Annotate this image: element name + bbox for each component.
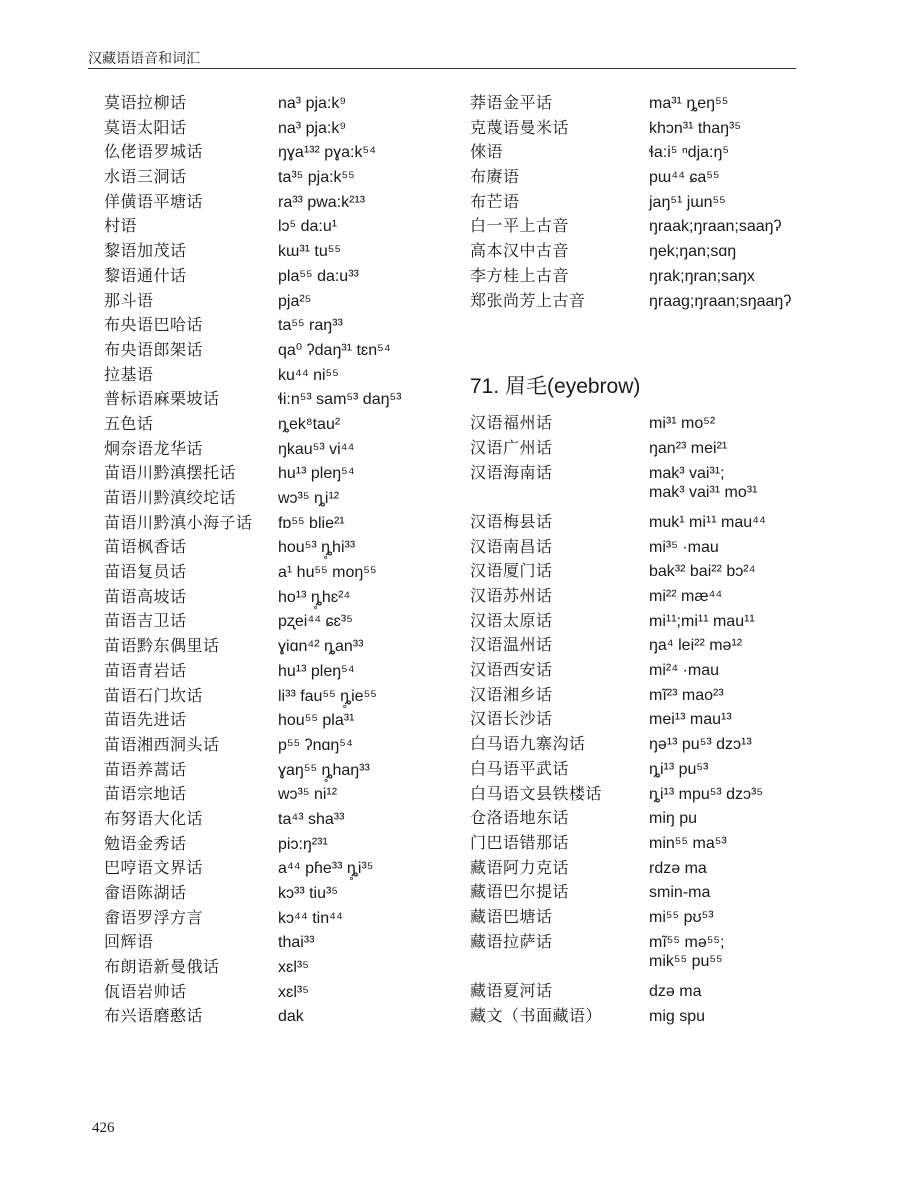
phonetic-form: mak³ vai³¹; xyxy=(649,464,725,482)
entry-row xyxy=(470,288,810,313)
entry-row xyxy=(470,460,810,485)
phonetic-form: ŋə¹³ pu⁵³ dzɔ¹³ xyxy=(649,736,752,754)
section-entry-list xyxy=(470,410,810,1027)
phonetic-form: miŋ pu xyxy=(649,810,698,828)
phonetic-form: ho¹³ ȵ̥hɛ²⁴ xyxy=(278,588,351,606)
phonetic-form: mi³¹ mo⁵² xyxy=(649,415,716,433)
entry-row xyxy=(88,510,448,535)
entry-row xyxy=(88,288,448,313)
phonetic-form: qa⁰ ʔdaŋ³¹ tɛn⁵⁴ xyxy=(278,341,391,359)
entry-row xyxy=(88,485,448,510)
language-name: 布朗语新曼俄话 xyxy=(104,957,220,977)
language-name: 克蔑语曼米话 xyxy=(470,117,570,137)
entry-row xyxy=(88,312,448,337)
entry-row xyxy=(470,657,810,682)
language-name: 苗语吉卫话 xyxy=(104,611,187,631)
phonetic-form: hu¹³ pleŋ⁵⁴ xyxy=(278,465,355,483)
language-name: 苗语湘西洞头话 xyxy=(104,734,220,754)
entry-row xyxy=(88,164,448,189)
phonetic-form: ku⁴⁴ ni⁵⁵ xyxy=(278,366,339,384)
language-name: 汉语湘乡话 xyxy=(470,684,553,704)
phonetic-form: ma³¹ ȵeŋ⁵⁵ xyxy=(649,95,729,112)
entry-row xyxy=(470,830,810,855)
language-name: 藏语拉萨话 xyxy=(470,931,553,951)
entry-row xyxy=(88,115,448,140)
entry-row xyxy=(88,90,448,115)
left-column xyxy=(88,90,448,1028)
language-name: 汉语南昌话 xyxy=(470,536,553,556)
language-name: 拉基语 xyxy=(104,364,154,384)
entry-row xyxy=(470,484,810,509)
language-name: 仓洛语地东话 xyxy=(470,808,570,828)
language-name: 藏文（书面藏语） xyxy=(470,1005,603,1025)
entry-row xyxy=(470,682,810,707)
phonetic-form: mak³ vai³¹ mo³¹ xyxy=(649,484,758,502)
phonetic-form: fɒ⁵⁵ blie²¹ xyxy=(278,514,345,532)
phonetic-form: hou⁵⁵ pla³¹ xyxy=(278,712,355,730)
entry-row xyxy=(470,213,810,238)
entry-row xyxy=(88,831,448,856)
language-name: 布赓语 xyxy=(470,167,520,187)
entry-row xyxy=(470,929,810,954)
phonetic-form: muk¹ mi¹¹ mau⁴⁴ xyxy=(649,513,766,531)
entry-row xyxy=(88,337,448,362)
phonetic-form: ŋraak;ŋraan;saaŋʔ xyxy=(649,218,782,236)
language-name: 白马语文县铁楼话 xyxy=(470,783,603,803)
phonetic-form: ɣaŋ⁵⁵ ȵ̥haŋ³³ xyxy=(278,761,370,779)
entry-row xyxy=(470,189,810,214)
entry-row xyxy=(470,855,810,880)
entry-row xyxy=(470,608,810,633)
language-name: 苗语宗地话 xyxy=(104,784,187,804)
right-column xyxy=(470,90,810,1027)
phonetic-form: ta³⁵ pja:k⁵⁵ xyxy=(278,169,355,187)
language-name: 藏语阿力克话 xyxy=(470,857,570,877)
language-name: 布努语大化话 xyxy=(104,808,204,828)
right-top-list xyxy=(470,90,810,312)
entry-row xyxy=(88,263,448,288)
language-name: 苗语高坡话 xyxy=(104,586,187,606)
entry-row xyxy=(470,164,810,189)
phonetic-form: thai³³ xyxy=(278,934,315,952)
entry-row xyxy=(470,805,810,830)
entry-row xyxy=(470,509,810,534)
entry-row xyxy=(470,90,810,115)
entry-row xyxy=(88,633,448,658)
language-name: 倈语 xyxy=(470,142,504,162)
entry-row xyxy=(470,558,810,583)
phonetic-form: ȵek⁸tau² xyxy=(278,415,341,433)
phonetic-form: a⁴⁴ pɦe³³ ȵ̥i³⁵ xyxy=(278,860,374,878)
entry-row xyxy=(470,1003,810,1028)
phonetic-form: kɯ³¹ tu⁵⁵ xyxy=(278,243,342,261)
language-name: 汉语长沙话 xyxy=(470,709,553,729)
language-name: 白马语平武话 xyxy=(470,758,570,778)
language-name: 那斗语 xyxy=(104,290,154,310)
entry-row xyxy=(88,436,448,461)
language-name: 布央语巴哈话 xyxy=(104,315,204,335)
entry-row xyxy=(88,460,448,485)
entry-row xyxy=(470,632,810,657)
language-name: 汉语西安话 xyxy=(470,660,553,680)
phonetic-form: ɬi:n⁵³ sam⁵³ daŋ⁵³ xyxy=(278,391,402,409)
entry-row xyxy=(470,263,810,288)
entry-row xyxy=(88,608,448,633)
language-name: 莽语金平话 xyxy=(470,93,553,112)
entry-row xyxy=(88,559,448,584)
entry-row xyxy=(88,781,448,806)
phonetic-form: a¹ hu⁵⁵ moŋ⁵⁵ xyxy=(278,564,377,582)
entry-row xyxy=(88,880,448,905)
phonetic-form: wɔ³⁵ ni¹² xyxy=(278,786,338,804)
phonetic-form: lɔ⁵ da:u¹ xyxy=(278,218,338,236)
section-title: 71. 眉毛(eyebrow) xyxy=(470,375,641,399)
language-name: 佯僙语平塘话 xyxy=(104,191,204,211)
phonetic-form: li³³ fau⁵⁵ ȵ̥ie⁵⁵ xyxy=(278,687,377,705)
language-name: 郑张尚芳上古音 xyxy=(470,290,586,310)
phonetic-form: mi²² mæ⁴⁴ xyxy=(649,588,723,605)
language-name: 汉语太原话 xyxy=(470,610,553,630)
phonetic-form: bak³² bai²² bɔ²⁴ xyxy=(649,563,756,581)
entry-row xyxy=(88,238,448,263)
phonetic-form: hu¹³ pleŋ⁵⁴ xyxy=(278,662,355,680)
phonetic-form: mĩ²³ mao²³ xyxy=(649,686,724,704)
phonetic-form: ra³³ pwa:k²¹³ xyxy=(278,193,366,211)
entry-row xyxy=(88,732,448,757)
phonetic-form: ȵi¹³ mpu⁵³ dzɔ³⁵ xyxy=(649,785,763,803)
language-name: 藏语夏河话 xyxy=(470,981,553,1000)
language-name: 汉语海南话 xyxy=(470,462,553,482)
section-spacer xyxy=(470,312,810,368)
phonetic-form: wɔ³⁵ ȵi¹² xyxy=(278,490,340,507)
entry-row xyxy=(88,683,448,708)
language-name: 汉语温州话 xyxy=(470,635,553,655)
entry-row xyxy=(88,905,448,930)
language-name: 苗语川黔滇绞坨话 xyxy=(104,488,237,507)
entry-row xyxy=(88,806,448,831)
language-name: 莫语太阳话 xyxy=(104,117,187,137)
entry-row xyxy=(88,213,448,238)
entry-row xyxy=(88,1003,448,1028)
language-name: 巴哼语文界话 xyxy=(104,858,204,878)
entry-row xyxy=(88,362,448,387)
language-name: 汉语福州话 xyxy=(470,413,553,433)
entry-row xyxy=(88,386,448,411)
phonetic-form: hou⁵³ ȵ̥hi³³ xyxy=(278,539,356,557)
phonetic-form: pɯ⁴⁴ ɕa⁵⁵ xyxy=(649,169,720,187)
phonetic-form: ta⁴³ sha³³ xyxy=(278,810,345,828)
language-name: 苗语青岩话 xyxy=(104,660,187,680)
entry-row xyxy=(88,757,448,782)
phonetic-form: ŋan²³ mei²¹ xyxy=(649,439,728,457)
entry-row xyxy=(470,435,810,460)
phonetic-form: pʐei⁴⁴ ɕɛ³⁵ xyxy=(278,613,353,631)
entry-row xyxy=(470,781,810,806)
language-name: 水语三洞话 xyxy=(104,167,187,187)
phonetic-form: ta⁵⁵ raŋ³³ xyxy=(278,317,343,335)
phonetic-form: ŋraag;ŋraan;sŋaaŋʔ xyxy=(649,292,792,310)
language-name: 苗语枫香话 xyxy=(104,537,187,557)
phonetic-form: kɔ⁴⁴ tin⁴⁴ xyxy=(278,909,343,927)
language-name: 苗语黔东偶里话 xyxy=(104,636,220,656)
language-name: 布芒语 xyxy=(470,191,520,211)
language-name: 普标语麻栗坡话 xyxy=(104,389,220,409)
phonetic-form: ŋa⁴ lei²² mə¹² xyxy=(649,637,743,655)
entry-row xyxy=(470,978,810,1003)
language-name: 汉语苏州话 xyxy=(470,586,553,605)
entry-row xyxy=(470,534,810,559)
entry-row xyxy=(470,904,810,929)
page-number: 426 xyxy=(92,1120,115,1136)
language-name: 苗语川黔滇小海子话 xyxy=(104,512,253,532)
phonetic-form: mi¹¹;mi¹¹ mau¹¹ xyxy=(649,612,755,630)
language-name: 仫佬语罗城话 xyxy=(104,142,204,162)
running-title: 汉藏语语音和词汇 xyxy=(88,51,200,67)
entry-row xyxy=(88,954,448,979)
language-name: 苗语石门坎话 xyxy=(104,685,204,705)
phonetic-form: jaŋ⁵¹ jɯn⁵⁵ xyxy=(649,193,726,211)
language-name: 畲语陈湖话 xyxy=(104,883,187,902)
language-name: 苗语复员话 xyxy=(104,562,187,582)
language-name: 藏语巴尔提话 xyxy=(470,882,570,902)
entry-row xyxy=(88,534,448,559)
language-name: 汉语梅县话 xyxy=(470,511,553,531)
language-name: 高本汉中古音 xyxy=(470,241,570,261)
entry-row xyxy=(88,707,448,732)
language-name: 门巴语错那话 xyxy=(470,832,570,852)
phonetic-form: khɔn³¹ thaŋ³⁵ xyxy=(649,119,741,137)
phonetic-form: ŋrak;ŋran;saŋx xyxy=(649,267,755,285)
entry-row xyxy=(470,756,810,781)
language-name: 村语 xyxy=(104,216,138,236)
phonetic-form: kɔ³³ tiu³⁵ xyxy=(278,885,338,902)
phonetic-form: na³ pja:k⁹ xyxy=(278,119,347,137)
phonetic-form: mi³⁵ ·mau xyxy=(649,538,719,556)
entry-row xyxy=(88,411,448,436)
phonetic-form: na³ pja:k⁹ xyxy=(278,95,347,112)
language-name: 黎语加茂话 xyxy=(104,241,187,261)
phonetic-form: dak xyxy=(278,1008,304,1026)
language-name: 佤语岩帅话 xyxy=(104,981,187,1001)
language-name: 黎语通什话 xyxy=(104,265,187,285)
language-name: 白一平上古音 xyxy=(470,216,570,236)
entry-row xyxy=(88,139,448,164)
header-rule xyxy=(88,68,796,69)
entry-row xyxy=(470,139,810,164)
entry-row xyxy=(88,658,448,683)
phonetic-form: mi²⁴ ·mau xyxy=(649,662,719,680)
entry-row xyxy=(470,410,810,435)
phonetic-form: ȵi¹³ pu⁵³ xyxy=(649,760,709,778)
phonetic-form: xɛl³⁵ xyxy=(278,983,309,1001)
phonetic-form: dzə ma xyxy=(649,983,702,1000)
phonetic-form: p⁵⁵ ʔnɑŋ⁵⁴ xyxy=(278,736,353,754)
phonetic-form: mĩ⁵⁵ mə⁵⁵; xyxy=(649,933,725,951)
phonetic-form: pla⁵⁵ da:u³³ xyxy=(278,267,359,285)
entry-row xyxy=(470,953,810,978)
language-name: 苗语养蒿话 xyxy=(104,759,187,779)
language-name: 回辉语 xyxy=(104,932,154,952)
language-name: 藏语巴塘话 xyxy=(470,906,553,926)
language-name: 布央语郎架话 xyxy=(104,339,204,359)
entry-row xyxy=(88,979,448,1004)
language-name: 苗语先进话 xyxy=(104,710,187,730)
entry-row xyxy=(470,706,810,731)
phonetic-form: pja²⁵ xyxy=(278,292,312,310)
phonetic-form: mig spu xyxy=(649,1007,706,1025)
language-name: 畲语罗浮方言 xyxy=(104,907,204,927)
entry-row xyxy=(88,929,448,954)
phonetic-form: ŋek;ŋan;sɑŋ xyxy=(649,243,737,261)
language-name: 布兴语磨憨话 xyxy=(104,1006,204,1026)
entry-row xyxy=(470,583,810,608)
language-name: 苗语川黔滇摆托话 xyxy=(104,463,237,483)
phonetic-form: mei¹³ mau¹³ xyxy=(649,711,732,729)
phonetic-form: ŋɣa¹³² pɣa:k⁵⁴ xyxy=(278,144,377,162)
phonetic-form: xɛl³⁵ xyxy=(278,959,309,977)
phonetic-form: min⁵⁵ ma⁵³ xyxy=(649,834,727,852)
language-name: 勉语金秀话 xyxy=(104,833,187,853)
language-name: 李方桂上古音 xyxy=(470,265,570,285)
language-name: 汉语厦门话 xyxy=(470,561,553,581)
language-name: 白马语九寨沟话 xyxy=(470,734,586,754)
entry-row xyxy=(88,189,448,214)
phonetic-form: mi⁵⁵ pʊ⁵³ xyxy=(649,908,714,926)
entry-row xyxy=(470,115,810,140)
phonetic-form: ɬa:i⁵ ⁿdja:ŋ⁵ xyxy=(649,144,729,162)
language-name: 莫语拉柳话 xyxy=(104,93,187,112)
entry-row xyxy=(88,855,448,880)
language-name: 汉语广州话 xyxy=(470,437,553,457)
phonetic-form: smin-ma xyxy=(649,884,711,902)
phonetic-form: piɔ:ŋ²³¹ xyxy=(278,835,328,853)
entry-row xyxy=(88,584,448,609)
language-name: 五色话 xyxy=(104,413,154,433)
phonetic-form: mik⁵⁵ pu⁵⁵ xyxy=(649,953,723,971)
entry-row xyxy=(470,731,810,756)
phonetic-form: ɣiɑn⁴² ȵan³³ xyxy=(278,638,364,656)
phonetic-form: ŋkau⁵³ vi⁴⁴ xyxy=(278,440,355,458)
phonetic-form: rdzə ma xyxy=(649,859,707,877)
entry-row xyxy=(470,238,810,263)
entry-row xyxy=(470,879,810,904)
language-name: 炯奈语龙华话 xyxy=(104,438,204,458)
